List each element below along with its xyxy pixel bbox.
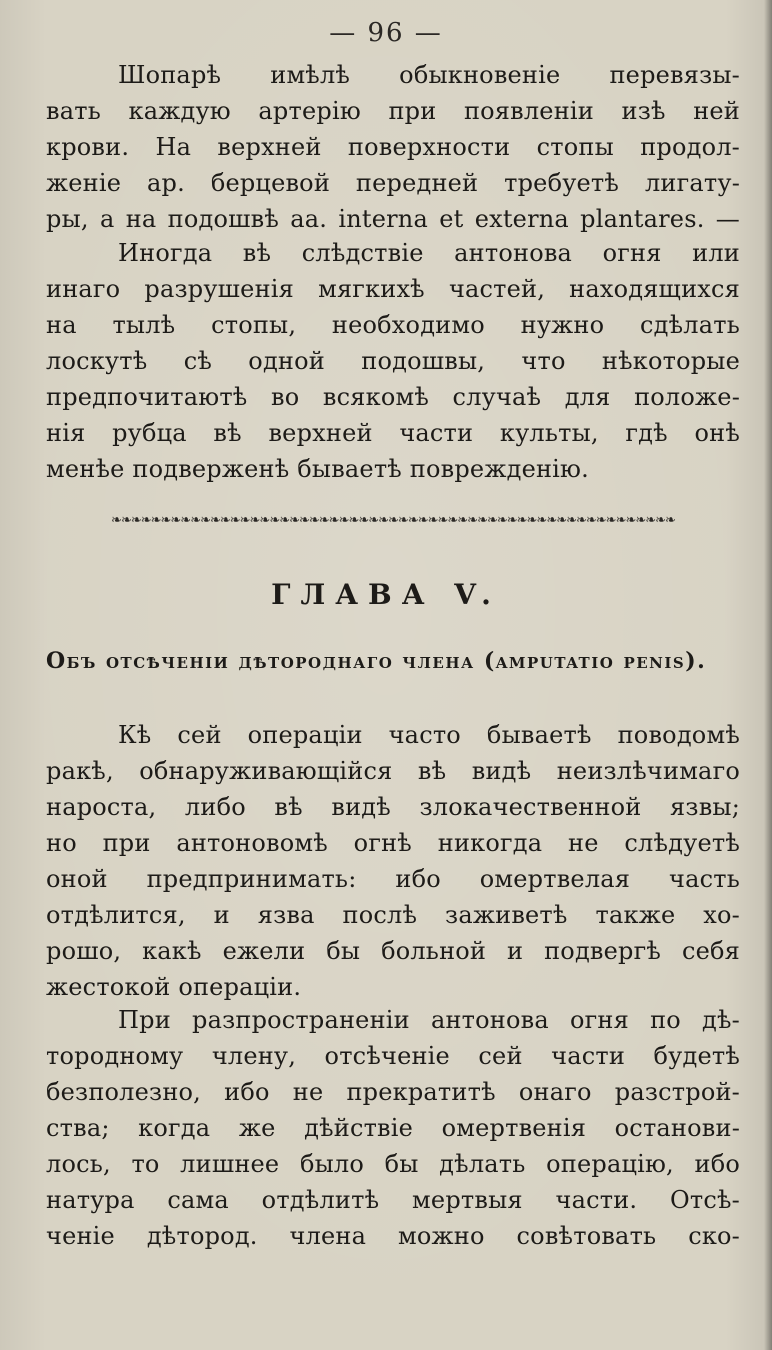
text-line: ства; когда же дѣйствіе омертвенія останови- (46, 1114, 740, 1142)
section-heading: Объ отсѣченіи дѣтороднаго члена (amputatio penis). (46, 648, 707, 674)
text-line: тородному члену, отсѣченіе сей части будетѣ (46, 1042, 740, 1070)
text-line: лось, то лишнее было бы дѣлать операцію, ибо (46, 1150, 740, 1178)
text-line: ры, а на подошвѣ aa. interna et externa plantares. — (46, 205, 740, 233)
text-line: Шопарѣ имѣлѣ обыкновеніе перевязы- (118, 61, 740, 89)
text-line: вать каждую артерію при появленіи изѣ ней (46, 97, 740, 125)
page-number: — 96 — (329, 18, 443, 48)
text-line: менѣе подверженѣ бываетѣ поврежденію. (46, 455, 589, 483)
paragraph-bottom-2 (46, 1002, 740, 1254)
text-line: ченіе дѣтород. члена можно совѣтовать ско- (46, 1222, 740, 1250)
text-line: женіе ар. берцевой передней требуетѣ лигату- (46, 169, 740, 197)
paragraph-top-1 (46, 57, 740, 237)
text-line: крови. На верхней поверхности стопы продол- (46, 133, 740, 161)
ornamental-separator: ❧❧❧❧❧❧❧❧❧❧❧❧❧❧❧❧❧❧❧❧❧❧❧❧❧❧❧❧❧❧❧❧❧❧❧❧❧❧❧❧❧❧❧❧❧❧❧❧❧❧❧❧❧❧❧❧❧ (111, 513, 675, 528)
page-edge-shadow (764, 0, 772, 1350)
text-line: Иногда вѣ слѣдствіе антонова огня или (118, 239, 740, 267)
text-line: нія рубца вѣ верхней части культы, гдѣ онѣ (46, 419, 740, 447)
text-line: на тылѣ стопы, необходимо нужно сдѣлать (46, 311, 740, 339)
text-line: нароста, либо вѣ видѣ злокачественной язвы; (46, 793, 740, 821)
paragraph-top-2 (46, 235, 740, 487)
chapter-title: ГЛАВА V. (271, 578, 501, 611)
text-line: рошо, какѣ ежели бы больной и подвергѣ себя (46, 937, 740, 965)
text-line: предпочитаютѣ во всякомѣ случаѣ для положе- (46, 383, 740, 411)
text-line: оной предпринимать: ибо омертвелая часть (46, 865, 740, 893)
text-line: ракѣ, обнаруживающійся вѣ видѣ неизлѣчимаго (46, 757, 740, 785)
text-line: натура сама отдѣлитѣ мертвыя части. Отсѣ- (46, 1186, 740, 1214)
text-line: Кѣ сей операціи часто бываетѣ поводомѣ (118, 721, 740, 749)
text-line: безполезно, ибо не прекратитѣ онаго разстрой- (46, 1078, 740, 1106)
text-line: инаго разрушенія мягкихѣ частей, находящихся (46, 275, 740, 303)
text-line: жестокой операціи. (46, 973, 302, 1001)
text-line: лоскутѣ сѣ одной подошвы, что нѣкоторые (46, 347, 740, 375)
text-line: но при антоновомѣ огнѣ никогда не слѣдуетѣ (46, 829, 740, 857)
text-line: При разпространеніи антонова огня по дѣ- (118, 1006, 740, 1034)
paragraph-bottom-1 (46, 717, 740, 1005)
text-line: отдѣлится, и язва послѣ заживетѣ также хо- (46, 901, 740, 929)
